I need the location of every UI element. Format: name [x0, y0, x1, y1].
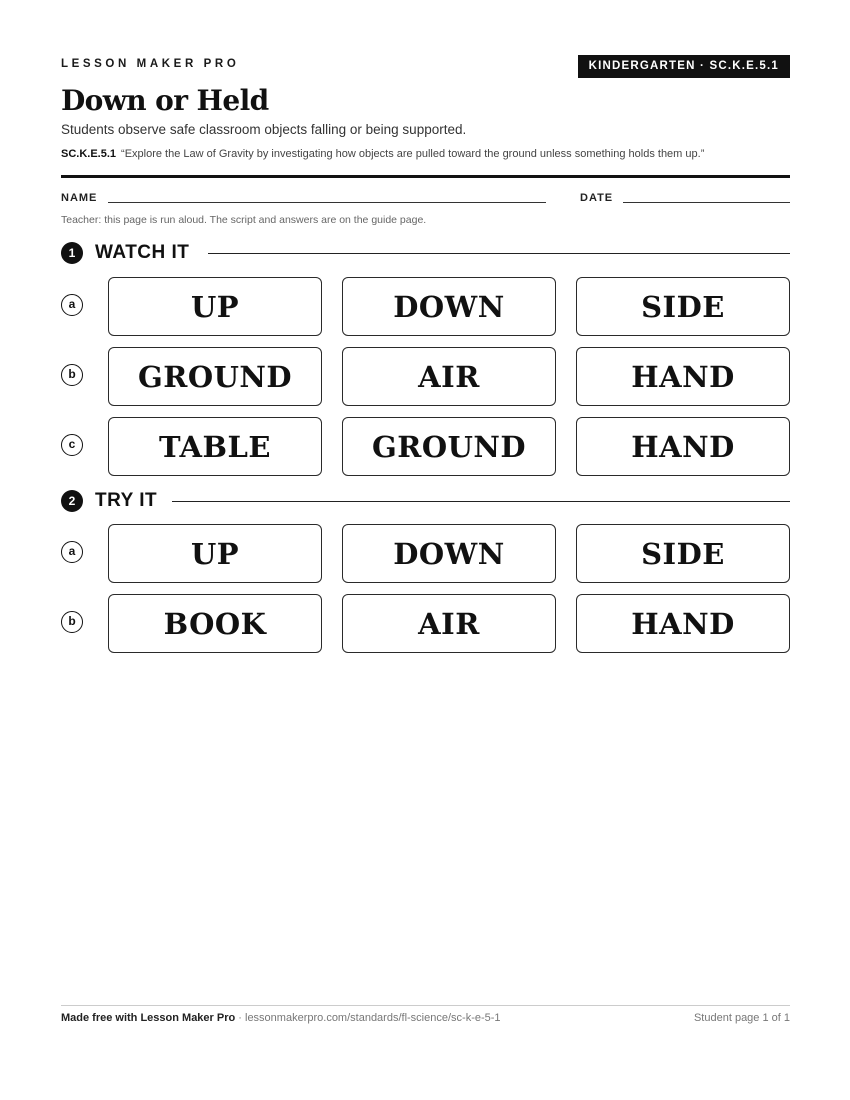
answer-choice[interactable]: BOOK [108, 594, 322, 653]
section-rule [172, 501, 790, 502]
header-bar [61, 55, 790, 79]
date-label: DATE [580, 192, 614, 204]
footer-url[interactable]: · lessonmakerpro.com/standards/fl-science/sc-k-e-5-1 [238, 1012, 501, 1024]
row-letter-badge: a [61, 294, 83, 316]
standard-code: SC.K.E.5.1 [61, 148, 117, 160]
answer-choice[interactable]: GROUND [342, 417, 556, 476]
answer-choice[interactable]: HAND [576, 347, 790, 406]
date-field[interactable] [623, 202, 790, 203]
question-row [61, 524, 790, 583]
question-row [61, 594, 790, 653]
section-title: WATCH IT [95, 242, 190, 263]
answer-choice[interactable]: AIR [342, 347, 556, 406]
section-rule [208, 253, 790, 254]
name-date-row [61, 192, 790, 206]
standard-statement [61, 148, 704, 160]
row-letter-badge: c [61, 434, 83, 456]
section-number-badge: 2 [61, 490, 83, 512]
page-subtitle: Students observe safe classroom objects falling or being supported. [61, 122, 467, 137]
section-number-badge: 1 [61, 242, 83, 264]
answer-choice[interactable]: GROUND [108, 347, 322, 406]
page-title: Down or Held [61, 84, 269, 117]
footer-credit [61, 1012, 501, 1024]
header-divider [61, 175, 790, 178]
worksheet-page [61, 0, 790, 1100]
grade-standard-badge: KINDERGARTEN · SC.K.E.5.1 [578, 55, 790, 78]
answer-choice[interactable]: UP [108, 277, 322, 336]
row-letter-badge: b [61, 611, 83, 633]
section-title: TRY IT [95, 490, 158, 511]
question-row [61, 277, 790, 336]
answer-choice[interactable]: SIDE [576, 277, 790, 336]
name-field[interactable] [108, 202, 546, 203]
answer-choice[interactable]: HAND [576, 594, 790, 653]
row-letter-badge: b [61, 364, 83, 386]
answer-choice[interactable]: DOWN [342, 524, 556, 583]
answer-choice[interactable]: AIR [342, 594, 556, 653]
footer-page-number: Student page 1 of 1 [693, 1012, 790, 1024]
standard-text: “Explore the Law of Gravity by investigating how objects are pulled toward the ground unless something holds them up.” [121, 148, 705, 160]
section-try-it [61, 490, 790, 512]
answer-choice[interactable]: HAND [576, 417, 790, 476]
footer-made-with: Made free with Lesson Maker Pro [61, 1012, 236, 1024]
footer-divider [61, 1005, 790, 1006]
answer-choice[interactable]: UP [108, 524, 322, 583]
answer-choice[interactable]: DOWN [342, 277, 556, 336]
teacher-note: Teacher: this page is run aloud. The script and answers are on the guide page. [61, 214, 427, 226]
answer-choice[interactable]: TABLE [108, 417, 322, 476]
row-letter-badge: a [61, 541, 83, 563]
question-row [61, 347, 790, 406]
question-row [61, 417, 790, 476]
brand-name: LESSON MAKER PRO [61, 58, 240, 70]
section-watch-it [61, 242, 790, 264]
answer-choice[interactable]: SIDE [576, 524, 790, 583]
name-label: NAME [61, 192, 98, 204]
